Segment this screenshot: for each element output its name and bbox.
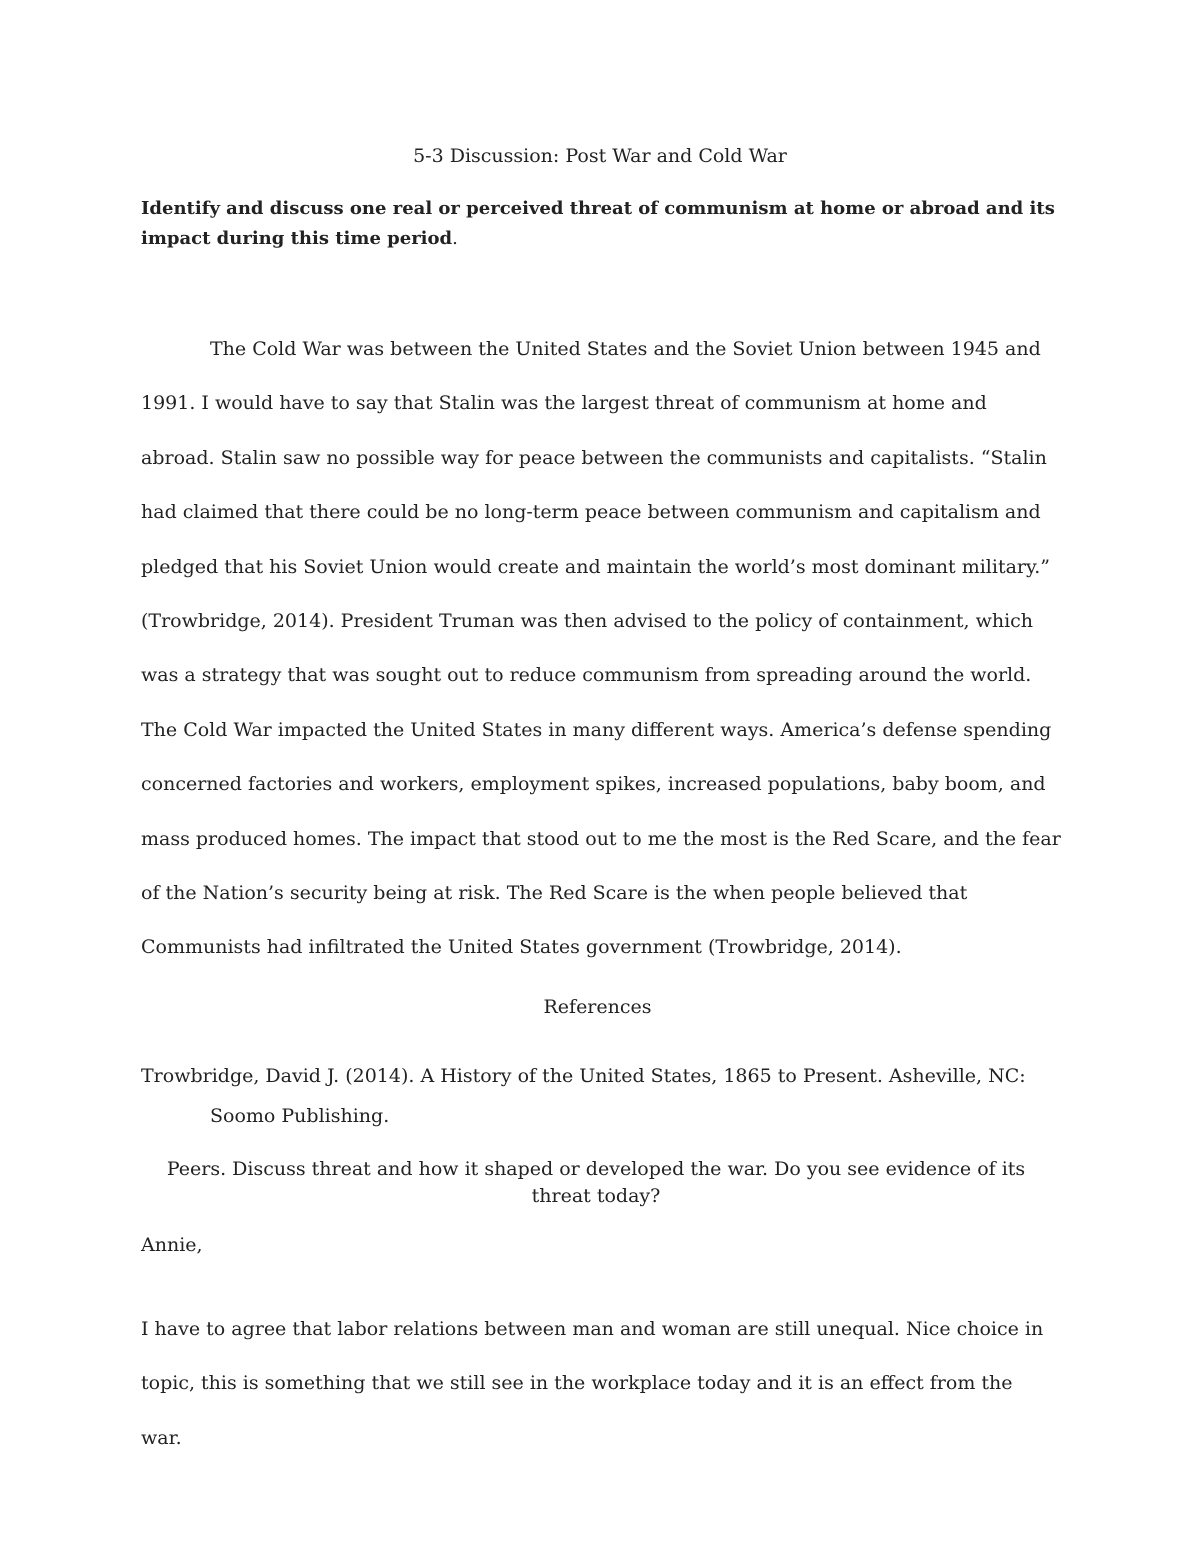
discussion-prompt: [141, 194, 1061, 254]
reply-paragraph: I have to agree that labor relations between man and woman are still unequal. Nice choice in topic, this is something that we still see in the workplace today and it is an effect from the war.: [141, 1318, 1044, 1449]
peers-prompt: Peers. Discuss threat and how it shaped or developed the war. Do you see evidence of its threat today?: [166, 1158, 1026, 1207]
reply-salutation: Annie,: [141, 1234, 203, 1256]
prompt-text: Identify and discuss one real or perceived threat of communism at home or abroad and its impact during this time period: [141, 198, 1055, 249]
references-heading: References: [543, 996, 652, 1018]
body-paragraph: The Cold War was between the United States and the Soviet Union between 1945 and 1991. I would have to say that Stalin was the largest threat of communism at home and abroad. Stalin saw no possible way for peace between the communists and capitalists. “Stalin had claimed that there could be no long-term peace between communism and capitalism and pledged that his Soviet Union would create and maintain the world’s most dominant military.” (Trowbridge, 2014). President Truman was then advised to the policy of containment, which was a strategy that was sought out to reduce communism from spreading around the world. The Cold War impacted the United States in many different ways. America’s defense spending concerned factories and workers, employment spikes, increased populations, baby boom, and mass produced homes. The impact that stood out to me the most is the Red Scare, and the fear of the Nation’s security being at risk. The Red Scare is the when people believed that Communists had infiltrated the United States government (Trowbridge, 2014).: [141, 338, 1061, 959]
prompt-period: .: [452, 228, 458, 249]
document-title: 5-3 Discussion: Post War and Cold War: [413, 145, 787, 167]
reference-entry: Trowbridge, David J. (2014). A History of the United States, 1865 to Present. Asheville, NC: Soomo Publishing.: [141, 1065, 1026, 1127]
